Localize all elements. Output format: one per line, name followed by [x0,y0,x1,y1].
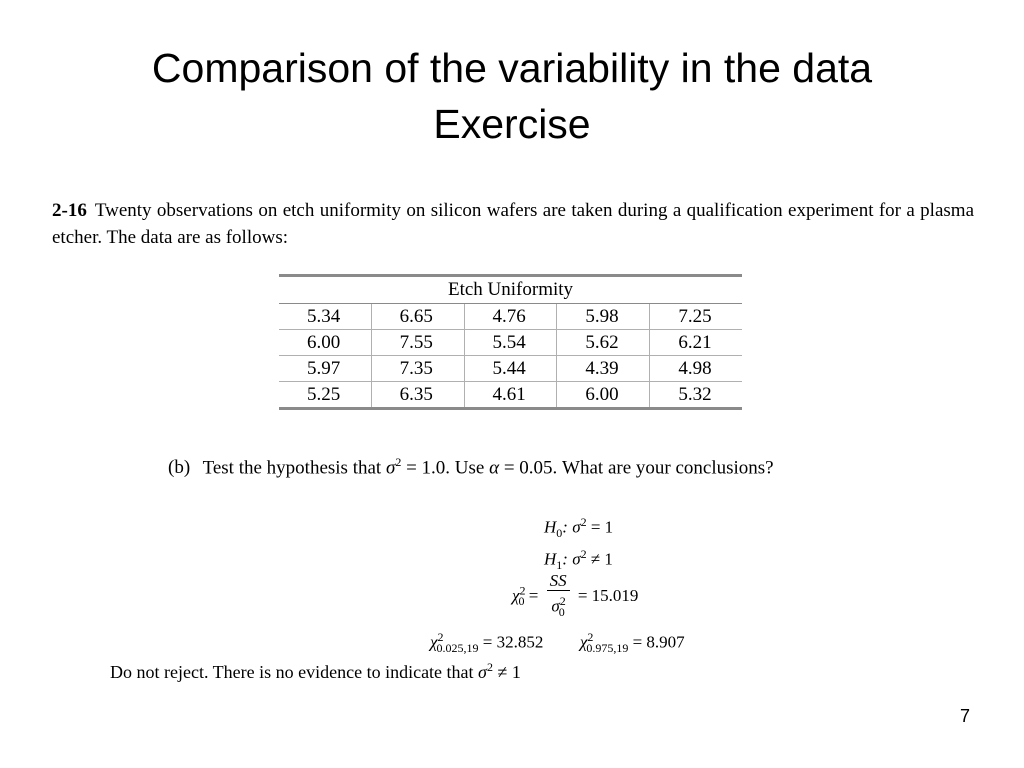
table-cell: 4.76 [464,304,557,330]
table-row [279,304,742,330]
chi-subscript: 0 [518,594,525,609]
chi-symbol: χ [512,585,520,605]
title-line-2: Exercise [433,101,591,147]
table-cell: 5.97 [279,356,371,382]
table-cell: 4.61 [464,382,557,409]
h1-value: ≠ 1 [590,549,613,569]
sigma-symbol: σ [385,457,396,479]
question-text-2: = 1.0. Use [406,457,485,479]
ss-fraction [547,572,570,622]
table-cell: 6.00 [557,382,650,409]
conclusion-value: ≠ 1 [497,662,521,682]
table-cell: 5.34 [279,304,371,330]
crit2-subscript: 0.975,19 [586,641,629,656]
conclusion-text: Do not reject. There is no evidence to indicate that [110,662,474,682]
h0-letter: H [544,517,557,537]
table-cell: 6.35 [371,382,464,409]
alpha-symbol: α [489,457,500,479]
table-cell: 5.44 [464,356,557,382]
fraction-numerator: SS [547,572,570,591]
conclusion-sigma: σ [478,662,487,682]
crit2-exponent: 2 [587,630,594,644]
h1-exponent: 2 [580,547,587,561]
h0-exponent: 2 [580,515,587,529]
problem-text: Twenty observations on etch uniformity on silicon wafers are taken during a qualification experiment for a plasma etcher. The data are as follows: [52,200,974,248]
table-cell: 4.39 [557,356,650,382]
table-cell: 6.00 [279,330,371,356]
null-hypothesis [544,511,613,544]
table-cell: 4.98 [650,356,742,382]
question-text-1: Test the hypothesis that [202,457,382,479]
table-cell: 5.32 [650,382,742,409]
denominator-subscript: 0 [558,605,565,620]
table-cell: 7.35 [371,356,464,382]
question-text-3: = 0.05. What are your conclusions? [503,457,774,479]
denominator-exponent: 2 [559,594,566,608]
etch-uniformity-table [279,274,742,410]
h1-letter: H [544,549,557,569]
question-label: (b) [168,457,191,479]
table-cell: 6.21 [650,330,742,356]
table-cell: 7.55 [371,330,464,356]
h0-value: = 1 [590,517,614,537]
crit2-value: = 8.907 [632,632,685,652]
crit2-chi-symbol: χ [579,632,588,652]
h0-subscript: 0 [556,526,563,541]
conclusion-exponent: 2 [486,660,493,674]
table-header: Etch Uniformity [279,276,742,304]
problem-statement [52,197,974,251]
table-row [279,382,742,409]
problem-number: 2-16 [52,200,87,221]
page-number: 7 [959,706,970,726]
table-row [279,356,742,382]
table-cell: 5.98 [557,304,650,330]
table-cell: 5.54 [464,330,557,356]
crit1-exponent: 2 [437,630,444,644]
title-line-1: Comparison of the variability in the data [151,45,873,91]
slide-title [0,40,1024,152]
table-cell: 6.65 [371,304,464,330]
table-row [279,330,742,356]
table-cell: 5.25 [279,382,371,409]
crit1-value: = 32.852 [482,632,544,652]
test-statistic [512,572,638,622]
h0-sigma: : σ [562,517,581,537]
chi-exponent: 2 [519,583,526,598]
test-statistic-value: = 15.019 [577,585,639,605]
crit1-subscript: 0.025,19 [436,641,479,656]
sigma-exponent: 2 [395,455,402,469]
h1-subscript: 1 [556,558,563,573]
table-cell: 5.62 [557,330,650,356]
conclusion [110,655,521,684]
table-cell: 7.25 [650,304,742,330]
fraction-denominator: σ [551,596,560,616]
crit1-chi-symbol: χ [430,632,438,652]
equals-sign: = [528,585,539,605]
h1-sigma: : σ [562,549,581,569]
question-b [168,449,774,481]
